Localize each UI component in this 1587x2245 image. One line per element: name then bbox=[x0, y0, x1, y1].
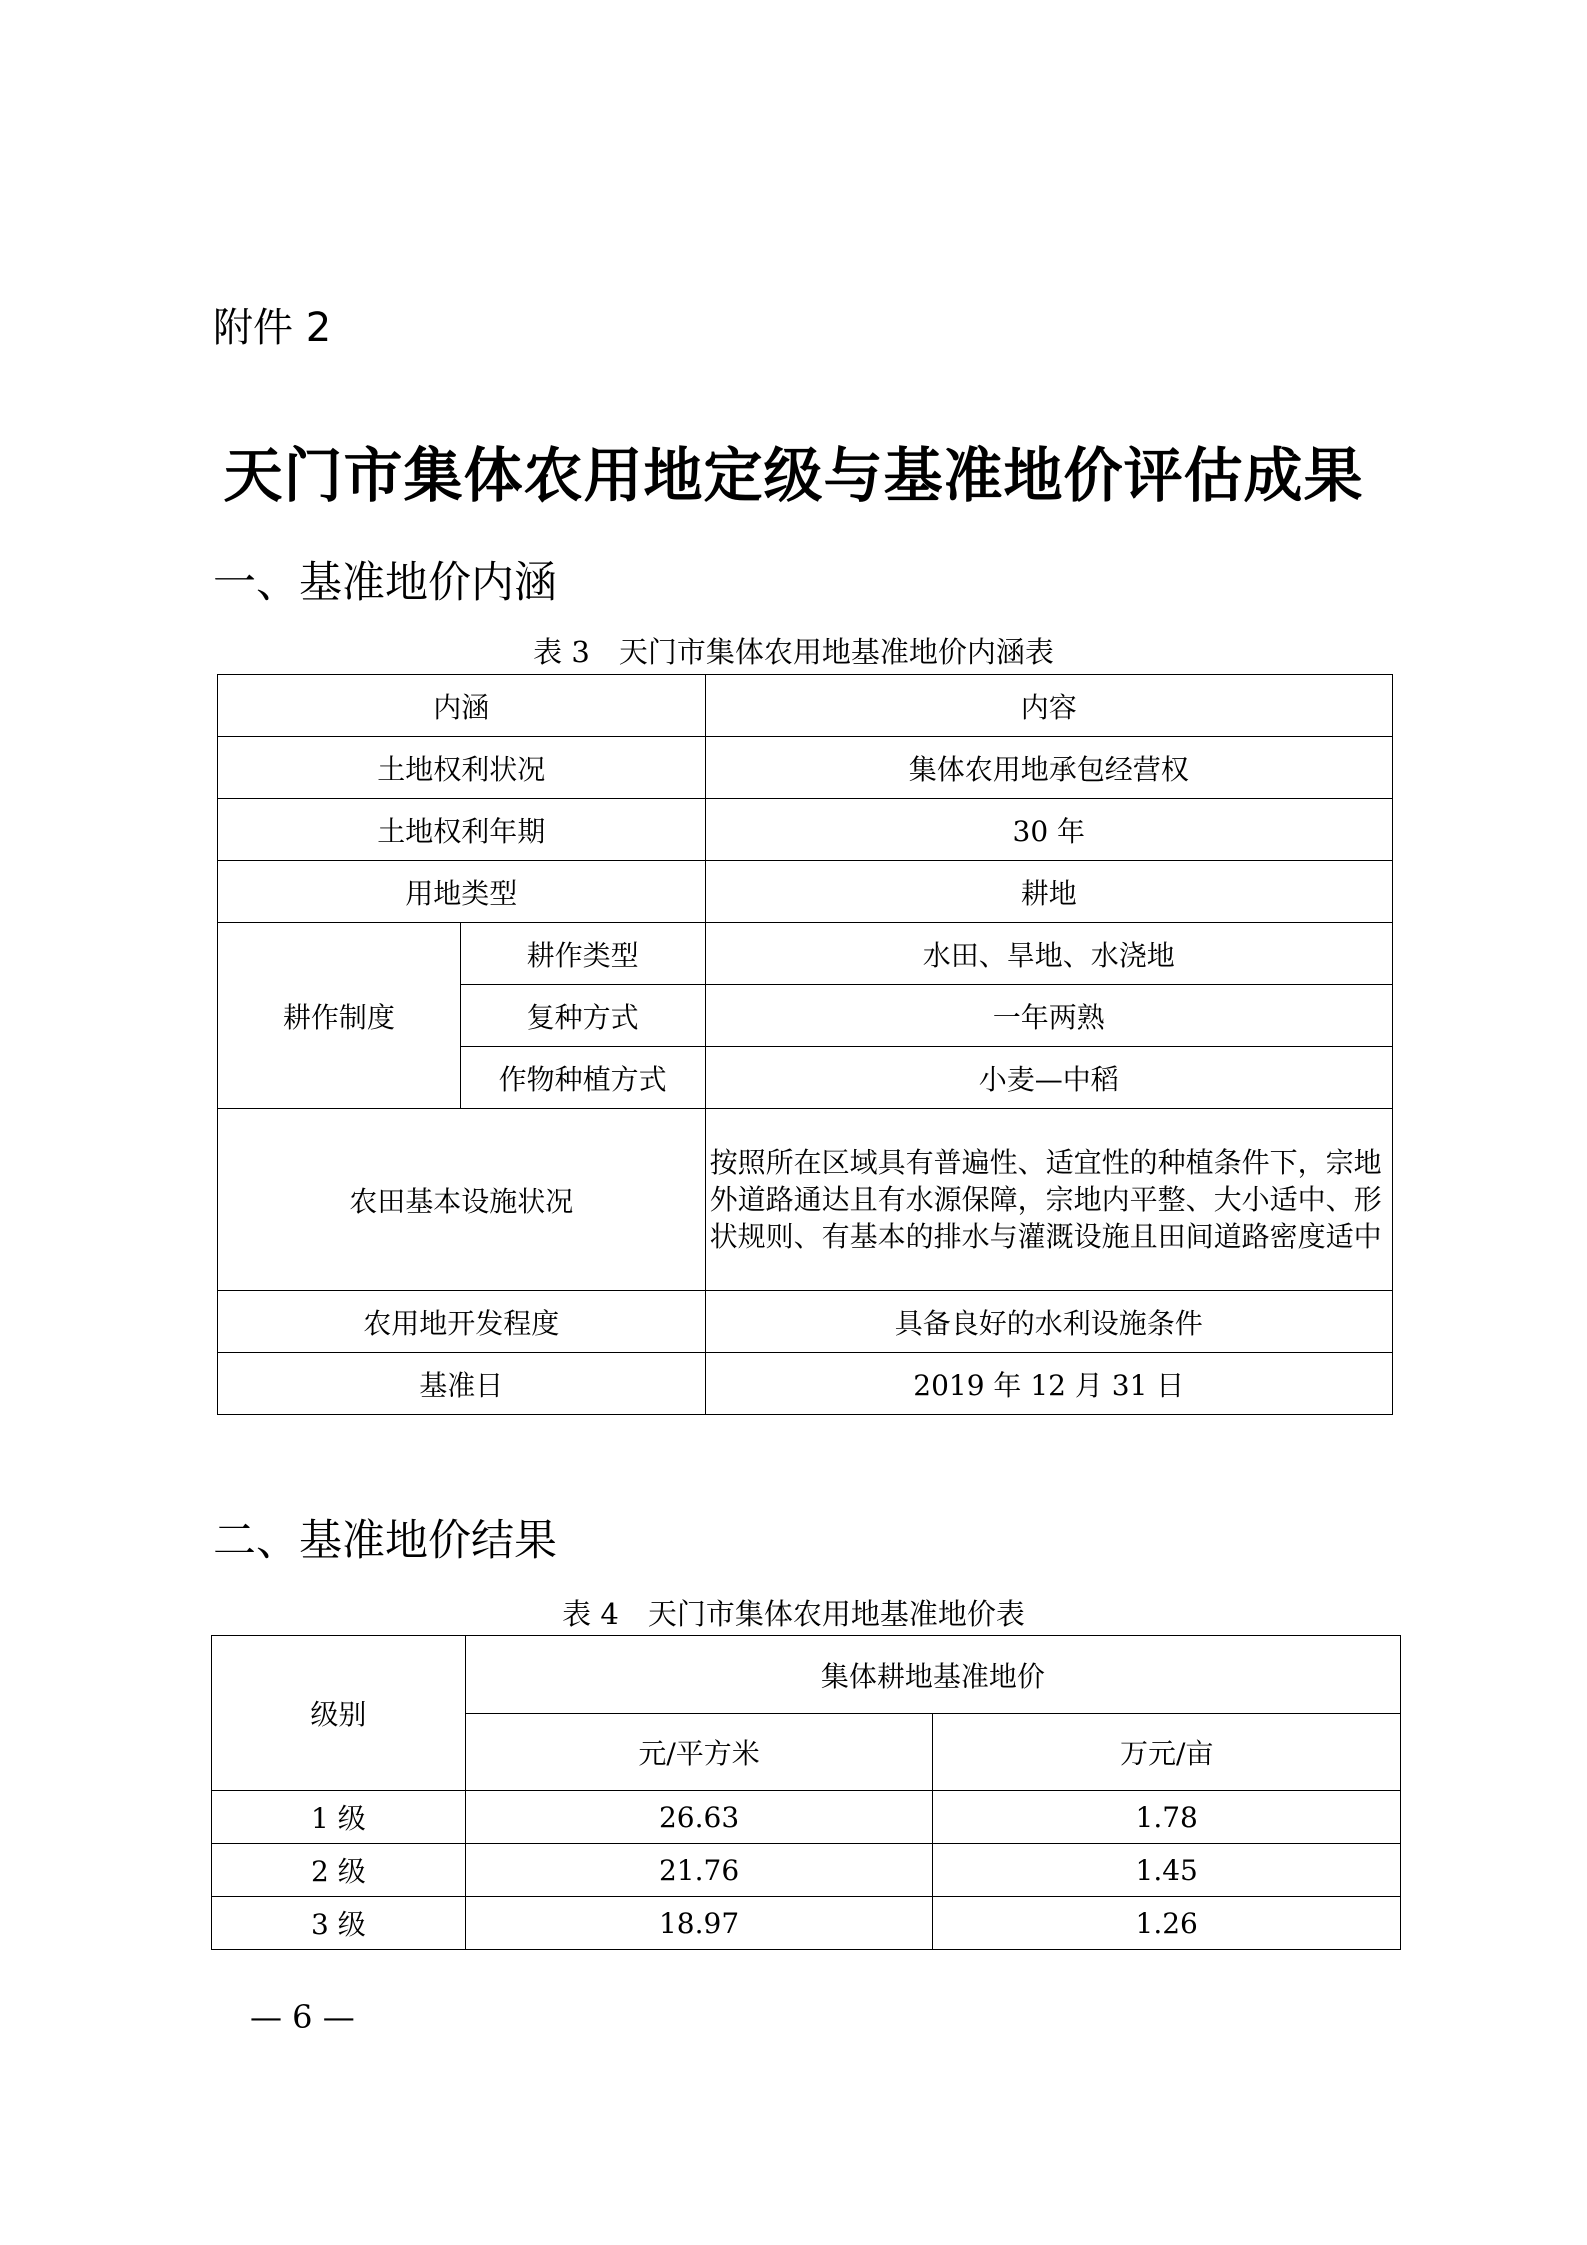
sub-label: 复种方式 bbox=[460, 985, 705, 1047]
header-cell: 元/平方米 bbox=[465, 1714, 933, 1791]
price-cell: 21.76 bbox=[465, 1844, 933, 1897]
row-label: 耕作制度 bbox=[218, 923, 461, 1109]
row-value: 2019 年 12 月 31 日 bbox=[705, 1353, 1392, 1415]
table-header-row bbox=[218, 675, 1393, 737]
section-heading-connotation: 一、基准地价内涵 bbox=[213, 558, 557, 608]
document-title: 天门市集体农用地定级与基准地价评估成果 bbox=[223, 441, 1364, 510]
sub-label: 耕作类型 bbox=[460, 923, 705, 985]
row-value: 具备良好的水利设施条件 bbox=[705, 1291, 1392, 1353]
table-row bbox=[218, 1291, 1393, 1353]
row-label: 土地权利状况 bbox=[218, 737, 706, 799]
row-value: 集体农用地承包经营权 bbox=[705, 737, 1392, 799]
table-row bbox=[218, 737, 1393, 799]
attachment-label: 附件 2 bbox=[213, 305, 332, 351]
header-cell: 内容 bbox=[705, 675, 1392, 737]
table-row bbox=[218, 1109, 1393, 1291]
row-value: 30 年 bbox=[705, 799, 1392, 861]
grade-cell: 2 级 bbox=[212, 1844, 466, 1897]
row-value: 一年两熟 bbox=[705, 985, 1392, 1047]
table3-caption: 表 3 天门市集体农用地基准地价内涵表 bbox=[533, 635, 1054, 669]
table-row bbox=[218, 799, 1393, 861]
page-number: — 6 — bbox=[250, 1998, 355, 2036]
table-row bbox=[212, 1791, 1401, 1844]
row-value: 按照所在区域具有普遍性、适宜性的种植条件下，宗地外道路通达且有水源保障，宗地内平整、大小适中、形状规则、有基本的排水与灌溉设施且田间道路密度适中 bbox=[705, 1109, 1392, 1291]
row-label: 基准日 bbox=[218, 1353, 706, 1415]
price-cell: 26.63 bbox=[465, 1791, 933, 1844]
row-label: 农田基本设施状况 bbox=[218, 1109, 706, 1291]
header-cell: 集体耕地基准地价 bbox=[465, 1636, 1400, 1714]
header-cell: 级别 bbox=[212, 1636, 466, 1791]
header-cell: 内涵 bbox=[218, 675, 706, 737]
row-label: 农用地开发程度 bbox=[218, 1291, 706, 1353]
price-cell: 1.26 bbox=[933, 1897, 1401, 1950]
table-row bbox=[218, 861, 1393, 923]
base-price-table bbox=[211, 1635, 1401, 1950]
header-cell: 万元/亩 bbox=[933, 1714, 1401, 1791]
section-heading-results: 二、基准地价结果 bbox=[213, 1516, 557, 1566]
row-value: 耕地 bbox=[705, 861, 1392, 923]
grade-cell: 1 级 bbox=[212, 1791, 466, 1844]
row-label: 用地类型 bbox=[218, 861, 706, 923]
sub-label: 作物种植方式 bbox=[460, 1047, 705, 1109]
table-row bbox=[218, 923, 1393, 985]
connotation-table bbox=[217, 674, 1393, 1415]
row-value: 水田、旱地、水浇地 bbox=[705, 923, 1392, 985]
table4-caption: 表 4 天门市集体农用地基准地价表 bbox=[562, 1597, 1025, 1631]
grade-cell: 3 级 bbox=[212, 1897, 466, 1950]
table-header-row bbox=[212, 1636, 1401, 1714]
price-cell: 1.78 bbox=[933, 1791, 1401, 1844]
table-row bbox=[212, 1844, 1401, 1897]
row-label: 土地权利年期 bbox=[218, 799, 706, 861]
price-cell: 1.45 bbox=[933, 1844, 1401, 1897]
table-row bbox=[218, 1353, 1393, 1415]
price-cell: 18.97 bbox=[465, 1897, 933, 1950]
row-value: 小麦—中稻 bbox=[705, 1047, 1392, 1109]
table-row bbox=[212, 1897, 1401, 1950]
